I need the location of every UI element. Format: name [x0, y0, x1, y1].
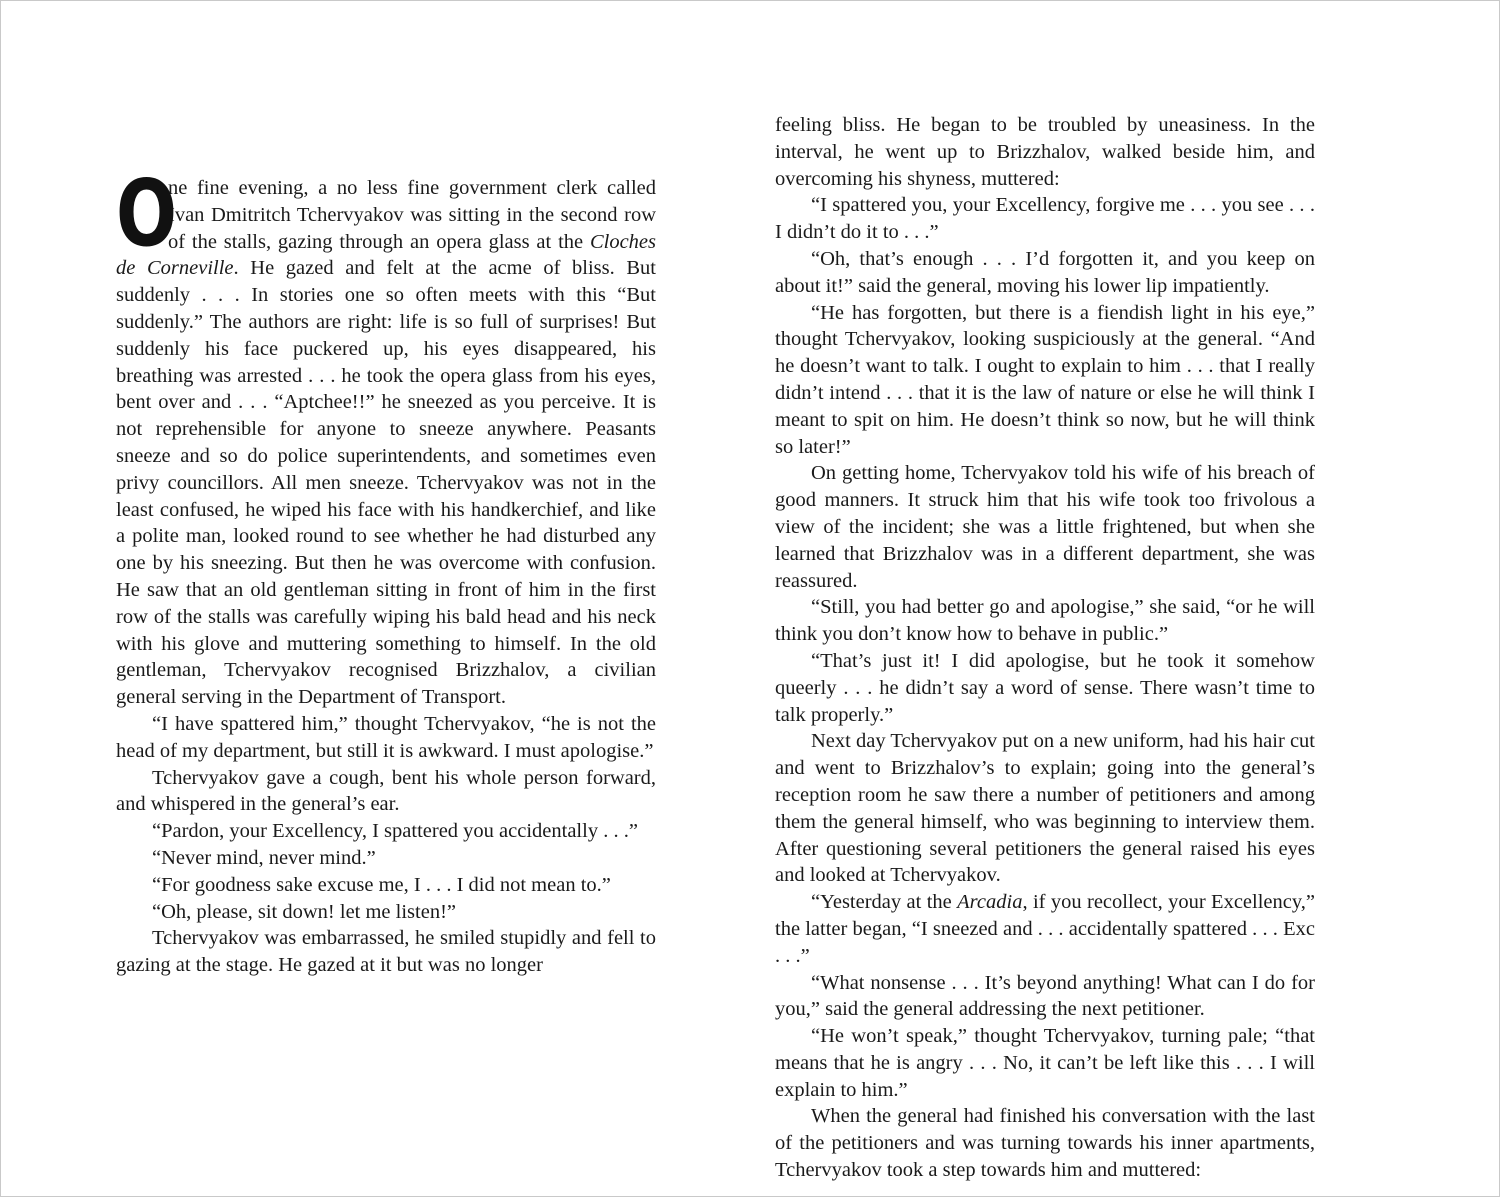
paragraph: “Never mind, never mind.” [152, 846, 376, 869]
left-page [116, 160, 656, 979]
paragraph: “Oh, that’s enough . . . I’d forgotten it, and you keep on about it!” said the general, moving his lower lip impatiently. [775, 247, 1315, 297]
paragraph: “He has forgotten, but there is a fiendish light in his eye,” thought Tchervyakov, looking suspiciously at the general. “And he doesn’t want to talk. I ought to explain to him . . . that I really didn’t intend . . . that it is the law of nature or else he will think I meant to spit on him. He doesn’t think so now, but he will think so later!” [775, 301, 1315, 458]
paragraph: “What nonsense . . . It’s beyond anything! What can I do for you,” said the general addressing the next petitioner. [775, 971, 1315, 1021]
paragraph: “Yesterday at the Arcadia, if you recollect, your Excellency,” the latter began, “I sneezed and . . . accidentally spattered . . . Exc . . .” [775, 891, 1315, 967]
continued-paragraph: feeling bliss. He began to be troubled by uneasiness. In the interval, he went up to Brizzhalov, walked beside him, and overcoming his shyness, muttered: [775, 114, 1315, 190]
right-page [775, 112, 1315, 1184]
paragraph: “Pardon, your Excellency, I spattered you accidentally . . .” [152, 820, 638, 843]
opening-paragraph: O ne fine evening, a no less fine government clerk called Ivan Dmitritch Tchervyakov was sitting in the second row of the stalls, gazing through an opera glass at the Cloches de Corneville. He gazed and felt at the acme of bliss. But suddenly . . . In stories one so often meets with this “But suddenly.” The authors are right: life is so full of surprises! But suddenly his face puckered up, his eyes disappeared, his breathing was arrested . . . he took the opera glass from his eyes, bent over and . . . “Aptchee!!” he sneezed as you perceive. It is not reprehensible for anyone to sneeze anywhere. Peasants sneeze and so do police superintendents, and sometimes even privy councillors. All men sneeze. Tchervyakov was not in the least confused, he wiped his face with his handkerchief, and like a polite man, looked round to see whether he had disturbed any one by his sneezing. But then he was overcome with confusion. He saw that an old gentleman sitting in front of him in the first row of the stalls was carefully wiping his bald head and his neck with his glove and muttering something to himself. In the old gentleman, Tchervyakov recognised Brizzhalov, a civilian general serving in the Department of Transport. [116, 160, 656, 709]
paragraph: “That’s just it! I did apologise, but he took it somehow queerly . . . he didn’t say a word of sense. There wasn’t time to talk properly.” [775, 649, 1315, 726]
paragraph: Next day Tchervyakov put on a new uniform, had his hair cut and went to Brizzhalov’s to explain; going into the general’s reception room he saw there a number of petitioners and among them the general himself, who was beginning to interview them. After questioning several petitioners the general raised his eyes and looked at Tchervyakov. [775, 730, 1315, 887]
paragraph: On getting home, Tchervyakov told his wife of his breach of good manners. It struck him that his wife took too frivolous a view of the incident; she was a little frightened, but when she learned that Brizzhalov was in a different department, she was reassured. [775, 462, 1315, 592]
paragraph: When the general had finished his conversation with the last of the petitioners and was turning towards his inner apartments, Tchervyakov took a step towards him and muttered: [775, 1105, 1315, 1182]
paragraph: “I spattered you, your Excellency, forgive me . . . you see . . . I didn’t do it to . . .” [775, 194, 1315, 244]
paragraph: “I have spattered him,” thought Tchervyakov, “he is not the head of my department, but still it is awkward. I must apologise.” [116, 712, 656, 762]
paragraph: “Still, you had better go and apologise,” she said, “or he will think you don’t know how to behave in public.” [775, 596, 1315, 646]
paragraph: “Oh, please, sit down! let me listen!” [152, 900, 456, 923]
paragraph: “For goodness sake excuse me, I . . . I did not mean to.” [152, 873, 611, 896]
paragraph: Tchervyakov was embarrassed, he smiled stupidly and fell to gazing at the stage. He gazed at it but was no longer [116, 927, 656, 977]
drop-cap: O [116, 160, 178, 267]
paragraph: Tchervyakov gave a cough, bent his whole person forward, and whispered in the general’s ear. [116, 766, 656, 816]
paragraph: “He won’t speak,” thought Tchervyakov, turning pale; “that means that he is angry . . . No, it can’t be left like this . . . I will explain to him.” [775, 1025, 1315, 1101]
